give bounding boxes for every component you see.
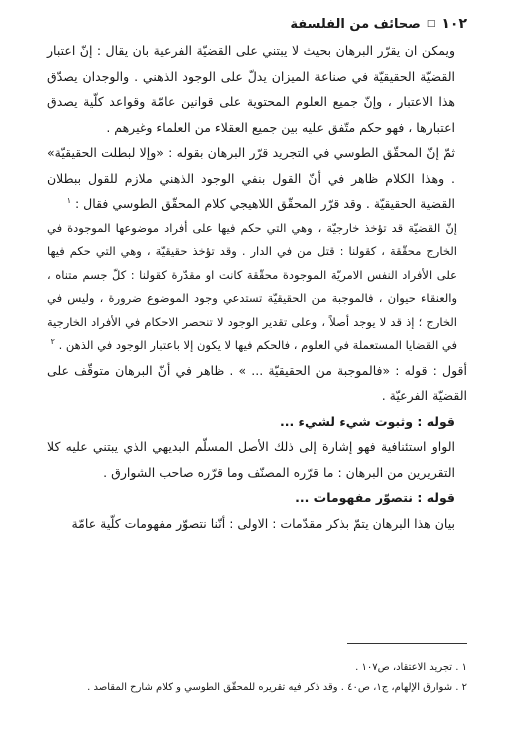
footnote-divider bbox=[347, 643, 467, 644]
paragraph-2 bbox=[47, 140, 467, 217]
paragraph-2-text: ثمّ إنّ المحقّق الطوسي في التجريد قرّر البرهان بقوله : «وإلا لبطلت الحقيقيّة» . وهذا الكلام ظاهر في أنّ القول بنفي الوجود الذهني ملازم للقول ببطلان القضية الحقيقيّة . وقد قرّر المحقّق اللاهيجي كلام المحقّق الطوسي فقال : bbox=[47, 145, 455, 211]
commentary-paragraph: أقول : قوله : «فالموجبة من الحقيقيّة ... » . ظاهر في أنّ البرهان متوقّف على القضيّة الفرعيّة . bbox=[47, 362, 467, 403]
footnote-1: ١ . تجريد الاعتقاد، ص١٠٧ . bbox=[355, 662, 467, 673]
page-number: ١٠٢ bbox=[441, 16, 467, 32]
page-body bbox=[47, 38, 467, 536]
book-title: صحائف من الفلسفة bbox=[290, 16, 421, 32]
header-square-marker: □ bbox=[426, 19, 436, 29]
quoted-passage bbox=[47, 217, 457, 358]
commentary-waw-paragraph: الواو استئنافية فهو إشارة إلى ذلك الأصل المسلّم البديهي الذي يبتني عليه كلا التقريرين من البرهان : ما قرّره المصنّف وما قرّره صاحب الشوارق . bbox=[47, 439, 455, 480]
footnote-ref-2: ٢ bbox=[50, 337, 55, 347]
quoted-passage-text: إنّ القضيّة قد تؤخذ خارجيّة ، وهي التي حكم فيها على أفراد موضوعها الموجودة في الخارج محقّقة ، كقولنا : قتل من في الدار . وقد تؤخذ حقيقيّة ، وهي التي حكم فيها على الأفراد النفس الامريّة الموجودة محقّقة كانت او مقدّرة كقولنا : كلّ جسم متناه ، والعنقاء حيوان ، فالموجبة من الحقيقيّة تستدعي وجود الموضوع ضرورة ، وليس في الخارج ؛ إذ قد لا يوجد أصلاً ، وعلى تقدير الوجود لا تنحصر الاحكام في الأفراد الخارجية في القضايا المستعملة في العلوم ، فالحكم فيها لا يكون إلا باعتبار الوجود في الذهن . bbox=[47, 220, 457, 352]
page-header bbox=[47, 14, 467, 34]
last-paragraph: بيان هذا البرهان يتمّ بذكر مقدّمات : الاولى : أنّنا نتصوّر مفهومات كلّية عامّة bbox=[71, 515, 455, 531]
footnote-ref-1: ١ bbox=[66, 195, 72, 205]
qawluh-heading-1: قوله : وثبوت شيء لشيء ... bbox=[279, 413, 455, 429]
paragraph-1: ويمكن ان يقرّر البرهان بحيث لا يبتني على القضيّة الفرعية بان يقال : إنّ اعتبار القضيّة الحقيقيّة في صناعة الميزان يدلّ على الوجود الذهني . والوجدان يصدّق هذا الاعتبار ، وإنّ جميع العلوم المحتوية على قوانين عامّة وقواعد كلّية يصدق اعتبارها ، فهو حكم متّفق عليه بين جميع العقلاء من العلماء وغيرهم . bbox=[47, 43, 455, 135]
qawluh-heading-2: قوله : نتصوّر مفهومات ... bbox=[295, 490, 455, 505]
footnotes bbox=[47, 658, 467, 698]
footnote-2: ٢ . شوارق الإلهام، ج١، ص٤٠ . وقد ذكر فيه تقريره للمحقّق الطوسي و كلام شارح المقاصد . bbox=[87, 682, 467, 693]
